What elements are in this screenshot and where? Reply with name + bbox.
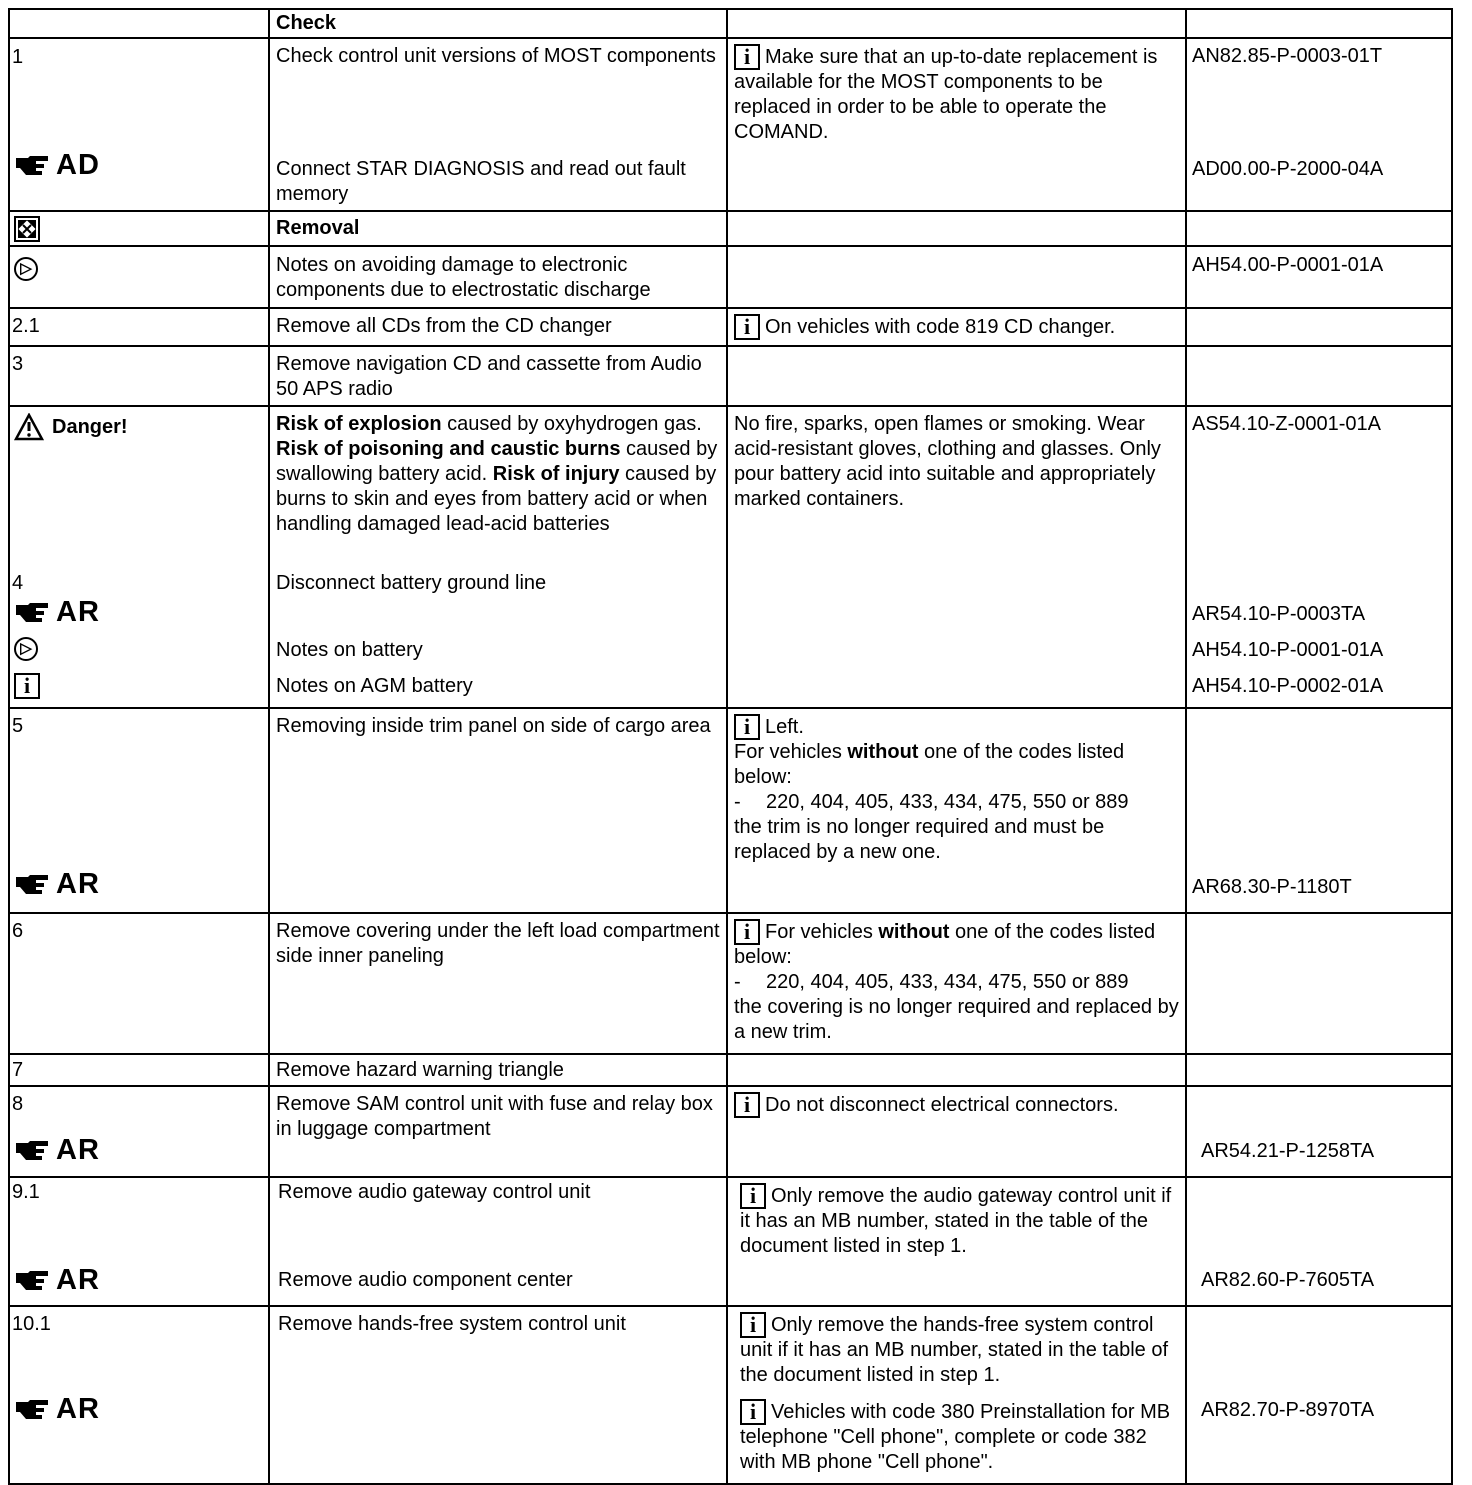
hand-pointer-icon: AR — [14, 1138, 100, 1163]
reference-code: AR68.30-P-1180T — [1192, 876, 1352, 898]
step-action: Connect STAR DIAGNOSIS and read out fault memory — [276, 158, 686, 205]
hand-pointer-icon: AR — [14, 872, 100, 897]
hand-pointer-icon: AR — [14, 600, 100, 625]
step-number: 9.1 — [12, 1181, 40, 1203]
hand-pointer-icon: AR — [14, 1397, 100, 1422]
step-number: 3 — [12, 353, 24, 375]
procedure-table — [8, 8, 1453, 1485]
table-row — [9, 246, 1452, 308]
step-number: 8 — [12, 1093, 24, 1115]
esd-warning-icon: ▷ — [14, 637, 38, 661]
step-number: 2.1 — [12, 315, 40, 337]
reference-code: AS54.10-Z-0001-01A — [1192, 413, 1382, 435]
info-icon: i — [14, 673, 40, 699]
section-header-check: Check — [276, 12, 337, 34]
table-row — [9, 211, 1452, 246]
step-note: i Do not disconnect electrical connectors. — [734, 1092, 1179, 1118]
step-note: i Only remove the audio gateway control unit if it has an MB number, stated in the table of the document listed in step 1. — [740, 1183, 1172, 1257]
hand-pointer-icon: AD — [14, 153, 100, 178]
reference-code: AR82.60-P-7605TA — [1201, 1269, 1375, 1291]
reference-code: AR54.21-P-1258TA — [1201, 1140, 1375, 1162]
step-number: 5 — [12, 715, 24, 737]
step-action: Remove audio component center — [278, 1269, 573, 1291]
step-number: 1 — [12, 46, 24, 68]
table-row — [9, 9, 1452, 38]
table-row — [9, 406, 1452, 708]
table-row — [9, 346, 1452, 406]
reference-code: AH54.00-P-0001-01A — [1192, 254, 1384, 276]
table-row — [9, 1306, 1452, 1484]
step-action: Remove covering under the left load compartment side inner paneling — [276, 920, 720, 967]
reference-code: AN82.85-P-0003-01T — [1192, 45, 1383, 67]
table-row — [9, 1086, 1452, 1177]
table-row — [9, 38, 1452, 211]
info-icon: i — [734, 314, 760, 340]
step-action: Removing inside trim panel on side of cargo area — [276, 715, 711, 737]
table-row — [9, 308, 1452, 346]
step-note: i Only remove the hands-free system control unit if it has an MB number, stated in the table of the document listed in step 1. — [740, 1312, 1169, 1386]
step-action: Remove navigation CD and cassette from Audio 50 APS radio — [276, 353, 702, 400]
info-icon: i — [734, 1092, 760, 1118]
step-action: Check control unit versions of MOST components — [276, 45, 716, 67]
section-header-removal: Removal — [276, 217, 360, 239]
esd-warning-icon: ▷ — [14, 257, 38, 281]
danger-note: No fire, sparks, open flames or smoking. Wear acid-resistant gloves, clothing and glasses. Only pour battery acid into suitable and appropriately marked containers. — [734, 413, 1161, 510]
step-note: i For vehicles without one of the codes listed below: - 220, 404, 405, 433, 434, 475, 550 or 889 the covering is no longer required and replaced by a new trim. — [734, 919, 1179, 1043]
step-action: Remove all CDs from the CD changer — [276, 315, 612, 337]
info-icon: i — [734, 44, 760, 70]
hand-pointer-icon: AR — [14, 1268, 100, 1293]
step-number: 7 — [12, 1059, 24, 1081]
step-action: Remove SAM control unit with fuse and relay box in luggage compartment — [276, 1093, 713, 1140]
table-row — [9, 1054, 1452, 1086]
step-number: 4 — [12, 572, 24, 594]
step-number: 6 — [12, 920, 24, 942]
step-action: Notes on avoiding damage to electronic components due to electrostatic discharge — [276, 254, 651, 301]
danger-label: Danger! — [14, 413, 128, 441]
step-action: Notes on battery — [276, 639, 423, 661]
step-number: 10.1 — [12, 1313, 51, 1335]
step-note: i On vehicles with code 819 CD changer. — [734, 314, 1179, 340]
reference-code: AH54.10-P-0001-01A — [1192, 639, 1384, 661]
table-row — [9, 913, 1452, 1054]
step-note: i Make sure that an up-to-date replacement is available for the MOST components to be replaced in order to be able to operate the COMAND. — [734, 44, 1158, 143]
step-note: i Vehicles with code 380 Preinstallation for MB telephone "Cell phone", complete or code 382 with MB phone "Cell phone". — [740, 1399, 1171, 1473]
expand-icon — [14, 216, 40, 242]
table-row — [9, 1177, 1452, 1306]
reference-code: AR54.10-P-0003TA — [1192, 603, 1366, 625]
info-icon: i — [740, 1183, 766, 1209]
info-icon: i — [734, 919, 760, 945]
step-action: Disconnect battery ground line — [276, 572, 547, 594]
warning-triangle-icon — [14, 413, 44, 441]
reference-code: AH54.10-P-0002-01A — [1192, 675, 1384, 697]
step-action: Remove hazard warning triangle — [276, 1059, 564, 1081]
step-note: i Left. For vehicles without one of the codes listed below: - 220, 404, 405, 433, 434, 475, 550 or 889 the trim is no longer required and must be replaced by a new one. — [734, 714, 1129, 863]
step-action: Notes on AGM battery — [276, 675, 473, 697]
step-action: Remove audio gateway control unit — [278, 1181, 591, 1203]
step-action: Remove hands-free system control unit — [278, 1313, 626, 1335]
table-row — [9, 708, 1452, 913]
reference-code: AR82.70-P-8970TA — [1201, 1399, 1375, 1421]
info-icon: i — [740, 1399, 766, 1425]
info-icon: i — [740, 1312, 766, 1338]
info-icon: i — [734, 714, 760, 740]
reference-code: AD00.00-P-2000-04A — [1192, 158, 1384, 180]
danger-text: Risk of explosion caused by oxyhydrogen gas. Risk of poisoning and caustic burns caused by swallowing battery acid. Risk of injury caused by burns to skin and eyes from battery acid or when handling damaged lead-acid batteries — [276, 413, 718, 535]
